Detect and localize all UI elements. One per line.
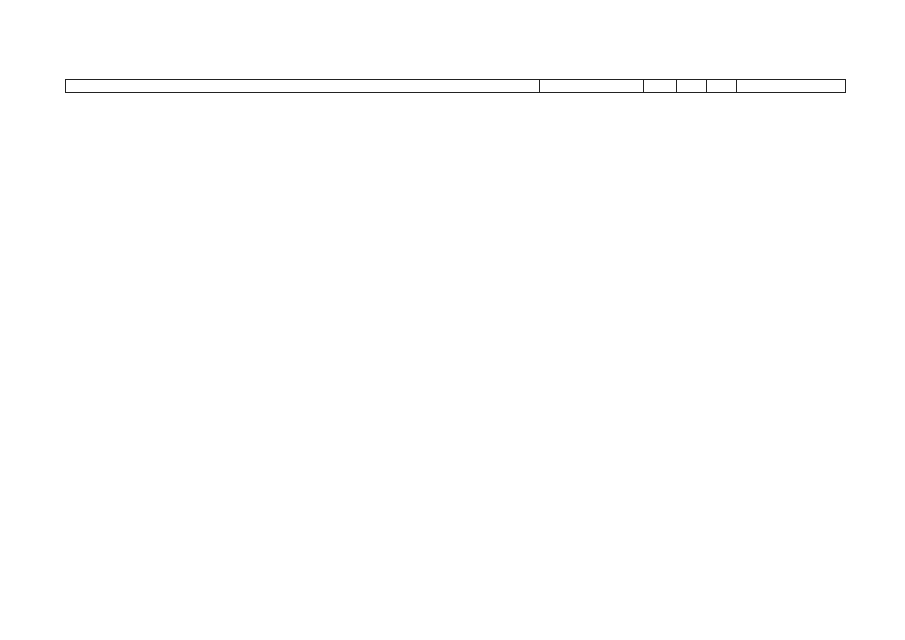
header-col-4 — [677, 80, 707, 92]
header-col-5 — [707, 80, 737, 92]
header-col-2 — [540, 80, 644, 92]
header-col-1 — [66, 80, 540, 92]
header-col-6 — [737, 80, 845, 92]
table-header — [65, 79, 846, 93]
header-col-3 — [644, 80, 677, 92]
